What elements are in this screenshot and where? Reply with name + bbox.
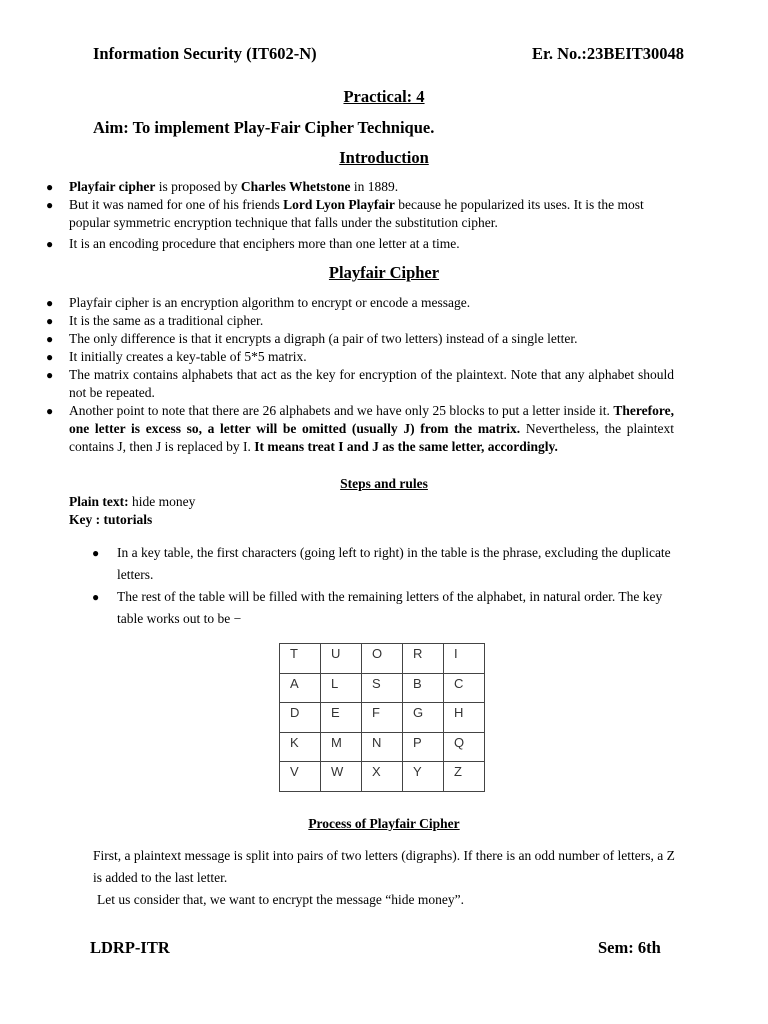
key-table-row: [280, 644, 485, 674]
plain-text-line: Plain text: hide money: [69, 494, 196, 509]
header-enrollment: Er. No.:23BEIT30048: [532, 44, 685, 63]
key-table-cell: Z: [444, 762, 485, 792]
playfair-bullet-6: ● Another point to note that there are 26 alphabets and we have only 25 blocks to put a letter inside it. Therefore, one letter is excess so, a letter will be omitted (usually J) from the matrix. Nevertheless, the plaintext contains J, then J is replaced by I. It means treat I and J as the same letter, accordingly.: [46, 403, 674, 454]
header-course: Information Security (IT602-N): [93, 44, 317, 63]
key-table-cell: I: [444, 644, 485, 674]
key-table-cell: G: [403, 703, 444, 733]
key-table-cell: F: [362, 703, 403, 733]
key-table-cell: H: [444, 703, 485, 733]
intro-bullet-2: ● But it was named for one of his friends Lord Lyon Playfair because he popularized its uses. It is the most popular symmetric encryption technique that falls under the substitution cipher.: [46, 197, 644, 230]
playfair-heading: Playfair Cipher: [328, 263, 440, 282]
key-table-cell: S: [362, 673, 403, 703]
key-table-cell: V: [280, 762, 321, 792]
playfair-bullet-3: ● The only difference is that it encrypts a digraph (a pair of two letters) instead of a single letter.: [46, 331, 578, 346]
playfair-bullet-4: ● It initially creates a key-table of 5*5 matrix.: [46, 349, 307, 364]
key-table-cell: W: [321, 762, 362, 792]
key-table-cell: L: [321, 673, 362, 703]
key-line: Key : tutorials: [69, 512, 153, 527]
intro-list: [46, 178, 676, 253]
key-table-cell: P: [403, 732, 444, 762]
key-table-cell: N: [362, 732, 403, 762]
playfair-bullet-5: ● The matrix contains alphabets that act as the key for encryption of the plaintext. Note that any alphabet should not be repeated.: [46, 367, 674, 400]
footer-right: Sem: 6th: [598, 938, 661, 957]
key-table-cell: D: [280, 703, 321, 733]
practical-title: Practical: 4: [343, 87, 425, 106]
key-table: [279, 643, 485, 792]
key-table-row: [280, 673, 485, 703]
footer-left: LDRP-ITR: [90, 938, 170, 957]
steps-list: [92, 542, 677, 630]
key-table-row: [280, 732, 485, 762]
key-table-row: [280, 762, 485, 792]
key-table-cell: O: [362, 644, 403, 674]
process-para-2: Let us consider that, we want to encrypt the message “hide money”.: [97, 892, 465, 907]
playfair-bullet-1: ● Playfair cipher is an encryption algorithm to encrypt or encode a message.: [46, 295, 471, 310]
key-table-cell: A: [280, 673, 321, 703]
key-table-cell: R: [403, 644, 444, 674]
playfair-bullet-2: ● It is the same as a traditional cipher.: [46, 313, 264, 328]
key-table-cell: E: [321, 703, 362, 733]
process-heading: Process of Playfair Cipher: [308, 816, 460, 831]
key-table-cell: B: [403, 673, 444, 703]
process-para-1: First, a plaintext message is split into pairs of two letters (digraphs). If there is an odd number of letters, a Z is added to the last letter.: [93, 848, 675, 885]
key-table-cell: U: [321, 644, 362, 674]
intro-heading: Introduction: [339, 148, 429, 167]
intro-bullet-1: ● Playfair cipher is proposed by Charles Whetstone in 1889.: [46, 179, 399, 194]
steps-bullet-1: ● In a key table, the first characters (going left to right) in the table is the phrase, excluding the duplicate letters.: [92, 545, 671, 582]
aim: Aim: To implement Play-Fair Cipher Technique.: [93, 118, 435, 137]
playfair-list: [46, 294, 674, 456]
steps-bullet-2: ● The rest of the table will be filled with the remaining letters of the alphabet, in natural order. The key table works out to be −: [92, 589, 663, 626]
key-table-row: [280, 703, 485, 733]
key-table-cell: Y: [403, 762, 444, 792]
key-table-cell: K: [280, 732, 321, 762]
steps-heading: Steps and rules: [340, 476, 428, 491]
key-table-cell: X: [362, 762, 403, 792]
intro-bullet-3: ● It is an encoding procedure that enciphers more than one letter at a time.: [46, 236, 460, 251]
key-table-cell: M: [321, 732, 362, 762]
key-table-cell: Q: [444, 732, 485, 762]
key-table-cell: T: [280, 644, 321, 674]
key-table-cell: C: [444, 673, 485, 703]
